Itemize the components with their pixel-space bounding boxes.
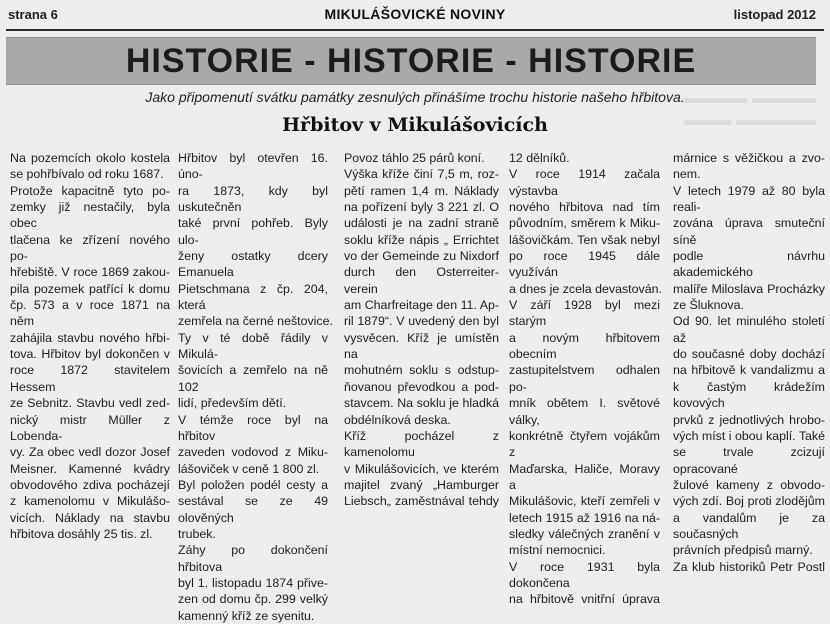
text-line: zována úprava smuteční síně xyxy=(673,216,825,247)
text-line: am Charfreitage den 11. Ap- xyxy=(344,298,499,313)
text-line: vých zdí. Boj proti zlodějům xyxy=(673,494,825,509)
text-line: hřebiště. V roce 1869 zakou- xyxy=(10,265,170,280)
text-line: podle návrhu akademického xyxy=(673,249,825,280)
text-line: vo der Gemeinde zu Nixdorf xyxy=(344,249,499,264)
text-line: sledky válečných zranění v xyxy=(509,526,660,541)
text-line: kamenný kříž ze syenitu. xyxy=(178,608,315,623)
text-line: také první pohřeb. Byly ulo- xyxy=(178,216,328,247)
text-line: Meisner. Kamenné kvádry xyxy=(10,461,170,476)
article-subtitle: Jako připomenutí svátku památky zesnulých přinášíme trochu historie našeho hřbitova. xyxy=(145,89,685,105)
text-column-1 xyxy=(10,150,170,541)
text-line: tova. Hřbitov byl dokončen v xyxy=(10,347,170,362)
text-line: Pietschmana z čp. 204, která xyxy=(178,281,328,313)
text-line: Výška kříže činí 7,5 m, roz- xyxy=(344,167,499,182)
text-line: z kamenolomu v Mikulášo- xyxy=(10,494,170,509)
text-line: letech 1915 až 1916 na ná- xyxy=(509,510,660,525)
text-line: Povoz táhlo 25 párů koní. xyxy=(344,151,485,165)
text-line: obvodového zdiva pocházejí xyxy=(10,477,170,492)
text-line: soklu kříže nápis „ Errichtet xyxy=(344,232,499,247)
text-line: zemřela na černé neštovice. xyxy=(178,314,333,329)
text-line: Protože kapacitně tyto po- xyxy=(10,183,170,198)
text-line: vysvěcen. Kříž je umístěn na xyxy=(344,330,499,362)
text-line: 12 dělníků. xyxy=(509,151,570,165)
text-line: Maďarska, Haliče, Moravy a xyxy=(509,461,660,492)
text-line: lidí, především dětí. xyxy=(178,396,287,411)
text-line: V roce 1914 začala výstavba xyxy=(509,167,660,198)
text-line: po roce 1945 dále využíván xyxy=(509,249,660,280)
text-line: obdélníková deska. xyxy=(344,412,451,427)
text-column-2 xyxy=(178,150,333,623)
text-line: byl 1. listopadu 1874 přive- xyxy=(178,575,328,590)
text-line: zemky již nestačily, byla obec xyxy=(10,200,170,231)
text-line: malíře Miloslava Procházky xyxy=(673,281,825,296)
text-line: tlačena ke zřízení nového po- xyxy=(10,232,170,264)
text-line: ze Šluknova. xyxy=(673,298,744,313)
text-line: V září 1928 byl mezi starým xyxy=(509,298,660,329)
text-column-5 xyxy=(673,150,825,574)
text-line: márnice s věžičkou a zvo- xyxy=(673,151,825,165)
article-title: Hřbitov v Mikulášovicích xyxy=(282,114,548,136)
text-line: majitel zvaný „Hamburger xyxy=(344,477,499,492)
text-line: mohutném soklu s odstup- xyxy=(344,363,499,378)
header-rule xyxy=(6,29,824,31)
text-line: pětí ramen 1,4 m. Náklady xyxy=(344,183,499,198)
text-line: ril 1879“. V uvedený den byl xyxy=(344,314,499,329)
text-line: sestával se ze 49 olověných xyxy=(178,494,328,525)
article-body xyxy=(0,150,830,623)
text-line: trubek. xyxy=(178,526,216,541)
text-line: a novým hřbitovem obecním xyxy=(509,330,660,362)
text-line: Na pozemcích okolo kostela xyxy=(10,151,170,165)
text-line: lášoviček v ceně 1 800 zl. xyxy=(178,461,320,476)
text-line: vicích. Náklady na stavbu xyxy=(10,510,170,525)
text-line: Ty v té době řádily v Mikulá- xyxy=(178,330,328,362)
text-line: do současné doby dochází xyxy=(673,347,825,362)
text-line: ženy ostatky dcery Emanuela xyxy=(178,249,328,280)
text-line: V letech 1979 až 80 byla reali- xyxy=(673,183,825,215)
text-line: nem. xyxy=(673,167,701,182)
text-line: mník obětem I. světové války, xyxy=(509,396,660,427)
issue-date: listopad 2012 xyxy=(733,7,816,22)
text-line: ze Sebnitz. Stavbu vedl zed- xyxy=(10,396,170,411)
text-line: nového hřbitova nad tím xyxy=(509,200,660,215)
bleed-through-text: ▬▬▬▬ ▬▬▬▬ ▬▬▬ ▬▬▬▬▬ xyxy=(683,90,816,129)
text-line: a dnes je zcela devastován. xyxy=(509,281,662,296)
text-line: konkrétně čtyřem vojákům z xyxy=(509,428,660,460)
text-line: zaveden vodovod z Miku- xyxy=(178,445,328,460)
text-line: Byl položen podél cesty a xyxy=(178,477,328,492)
publication-name: MIKULÁŠOVICKÉ NOVINY xyxy=(324,6,506,22)
text-line: se trvale zcizují opracované xyxy=(673,445,825,476)
text-line: šovicích a zemřelo na ně 102 xyxy=(178,363,328,394)
text-line: Liebsch„ zaměstnával tehdy xyxy=(344,494,499,509)
text-line: a vandalům je za současných xyxy=(673,510,825,541)
text-line: na pořízení byly 3 221 zl. O xyxy=(344,200,499,215)
text-line: zahájila stavbu nového hřbi- xyxy=(10,330,170,345)
text-line: lášovičkám. Ten však nebyl xyxy=(509,232,660,247)
text-line: zastupitelstvem odhalen po- xyxy=(509,363,660,394)
text-line: stavcem. Na soklu je hladká xyxy=(344,396,499,411)
text-line: V témže roce byl na hřbitov xyxy=(178,412,328,443)
text-line: vy. Za obec vedl dozor Josef xyxy=(10,445,170,460)
text-line: právních předpisů marný. xyxy=(673,543,813,558)
text-line: zen od domu čp. 299 velký xyxy=(178,592,328,607)
text-line: Za klub historiků Petr Postl xyxy=(673,559,825,574)
text-line: Hřbitov byl otevřen 16. úno- xyxy=(178,151,328,182)
text-line: vých míst i obou kaplí. Také xyxy=(673,428,825,443)
text-line: žulové kameny z obvodo- xyxy=(673,477,825,492)
text-line: se pohřbívalo od roku 1687. xyxy=(10,167,164,182)
text-line: Od 90. let minulého století až xyxy=(673,314,825,345)
text-line: Mikulášovic, kteří zemřeli v xyxy=(509,494,660,509)
section-banner xyxy=(6,37,816,85)
text-line: čp. 573 a v roce 1871 na něm xyxy=(10,298,170,329)
text-line: ňovanou převodkou a pod- xyxy=(344,379,499,394)
text-line: události je na zadní straně xyxy=(344,216,499,231)
text-line: na hřbitově vnitřní úprava xyxy=(509,592,660,607)
text-line: k častým krádežím kovových xyxy=(673,379,825,411)
page-number: strana 6 xyxy=(8,7,58,22)
section-title: HISTORIE - HISTORIE - HISTORIE xyxy=(125,42,697,80)
text-line: na hřbitově k vandalizmu a xyxy=(673,363,825,378)
text-column-3 xyxy=(344,150,499,509)
text-column-4 xyxy=(509,150,662,607)
text-line: ra 1873, kdy byl uskutečněn xyxy=(178,183,328,215)
text-line: nický mistr Müller z Lobenda- xyxy=(10,412,170,443)
page-header xyxy=(0,0,830,28)
text-line: prvků z jednotlivých hrobo- xyxy=(673,412,825,427)
text-line: V roce 1931 byla dokončena xyxy=(509,559,660,590)
text-line: původním, směrem k Miku- xyxy=(509,216,660,231)
text-line: v Mikulášovicích, ve kterém xyxy=(344,461,499,476)
text-line: místní nemocnici. xyxy=(509,543,606,558)
text-line: Kříž pocházel z kamenolomu xyxy=(344,428,499,460)
text-line: hřbitova dosáhly 25 tis. zl. xyxy=(10,526,153,541)
text-line: Záhy po dokončení hřbitova xyxy=(178,543,328,574)
text-line: durch den Osterreiter- verein xyxy=(344,265,499,296)
text-line: roce 1872 stavitelem Hessem xyxy=(10,363,170,394)
text-line: pila pozemek patřící k domu xyxy=(10,281,170,296)
